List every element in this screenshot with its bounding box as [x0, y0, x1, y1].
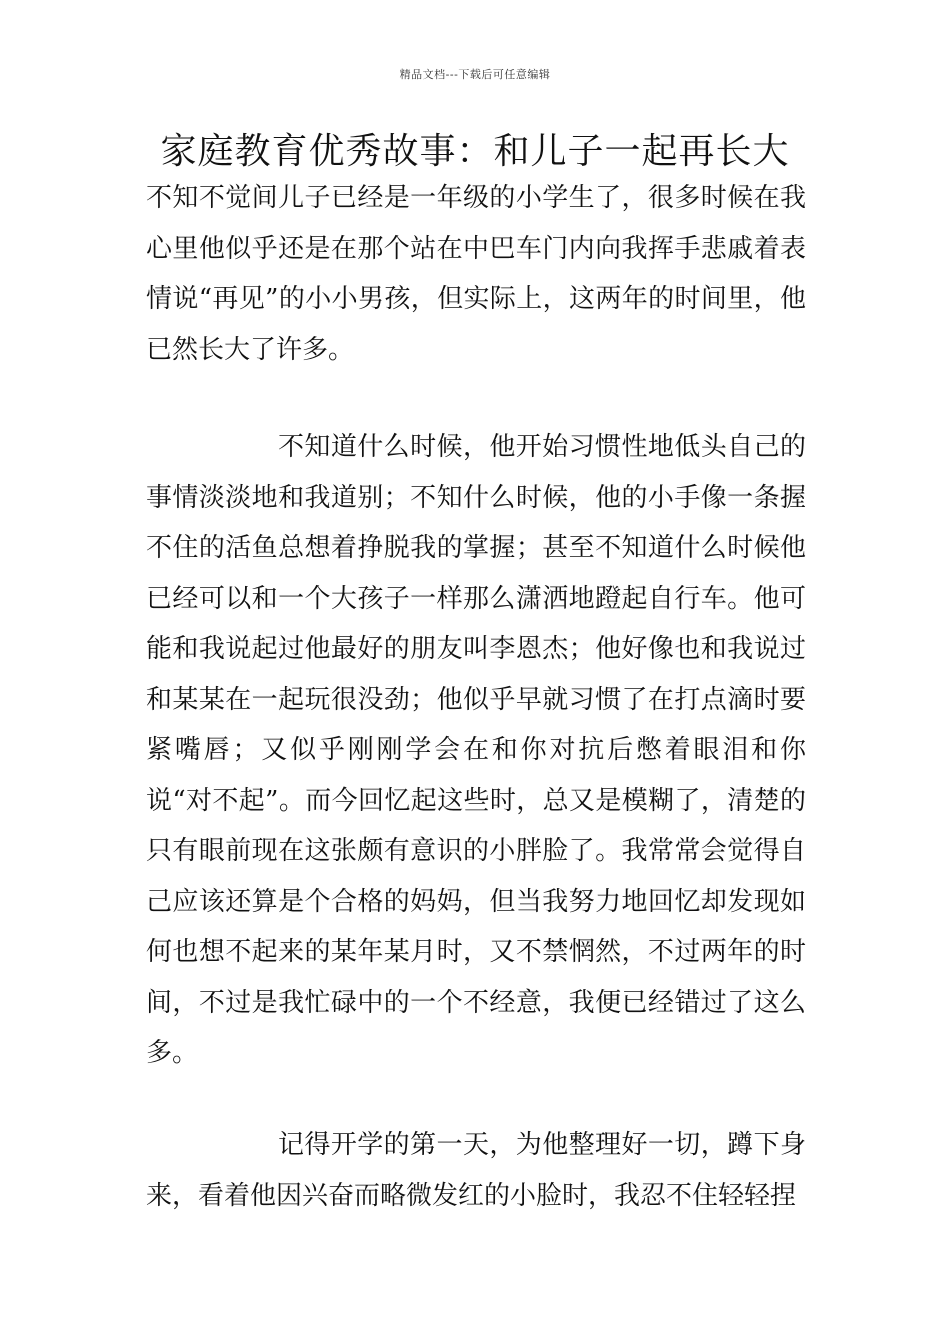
document-title: 家庭教育优秀故事：和儿子一起再长大 [160, 131, 790, 172]
paragraph-2: 不知道什么时候，他开始习惯性地低头自己的事情淡淡地和我道别；不知什么时候，他的小手像一条握不住的活鱼总想着挣脱我的掌握；甚至不知道什么时候他已经可以和一个大孩子一样那么潇洒地蹬起自行车。他可能和我说起过他最好的朋友叫李恩杰；他好像也和我说过和某某在一起玩很没劲；他似乎早就习惯了在打点滴时要紧嘴唇；又似乎刚刚学会在和你对抗后憋着眼泪和你说“对不起”。而今回忆起这些时，总又是模糊了，清楚的只有眼前现在这张颇有意识的小胖脸了。我常常会觉得自己应该还算是个合格的妈妈，但当我努力地回忆却发现如何也想不起来的某年某月时，又不禁惘然，不过两年的时间，不过是我忙碌中的一个不经意，我便已经错过了这么多。 [146, 432, 806, 1068]
paragraph-1: 不知不觉间儿子已经是一年级的小学生了，很多时候在我心里他似乎还是在那个站在中巴车门内向我挥手悲戚着表情说“再见”的小小男孩，但实际上，这两年的时间里，他已然长大了许多。 [146, 183, 806, 365]
page-header-note: 精品文档---下载后可任意编辑 [399, 68, 551, 81]
paragraph-3: 记得开学的第一天，为他整理好一切，蹲下身来，看着他因兴奋而略微发红的小脸时，我忍不住轻轻捏 [146, 1130, 806, 1211]
